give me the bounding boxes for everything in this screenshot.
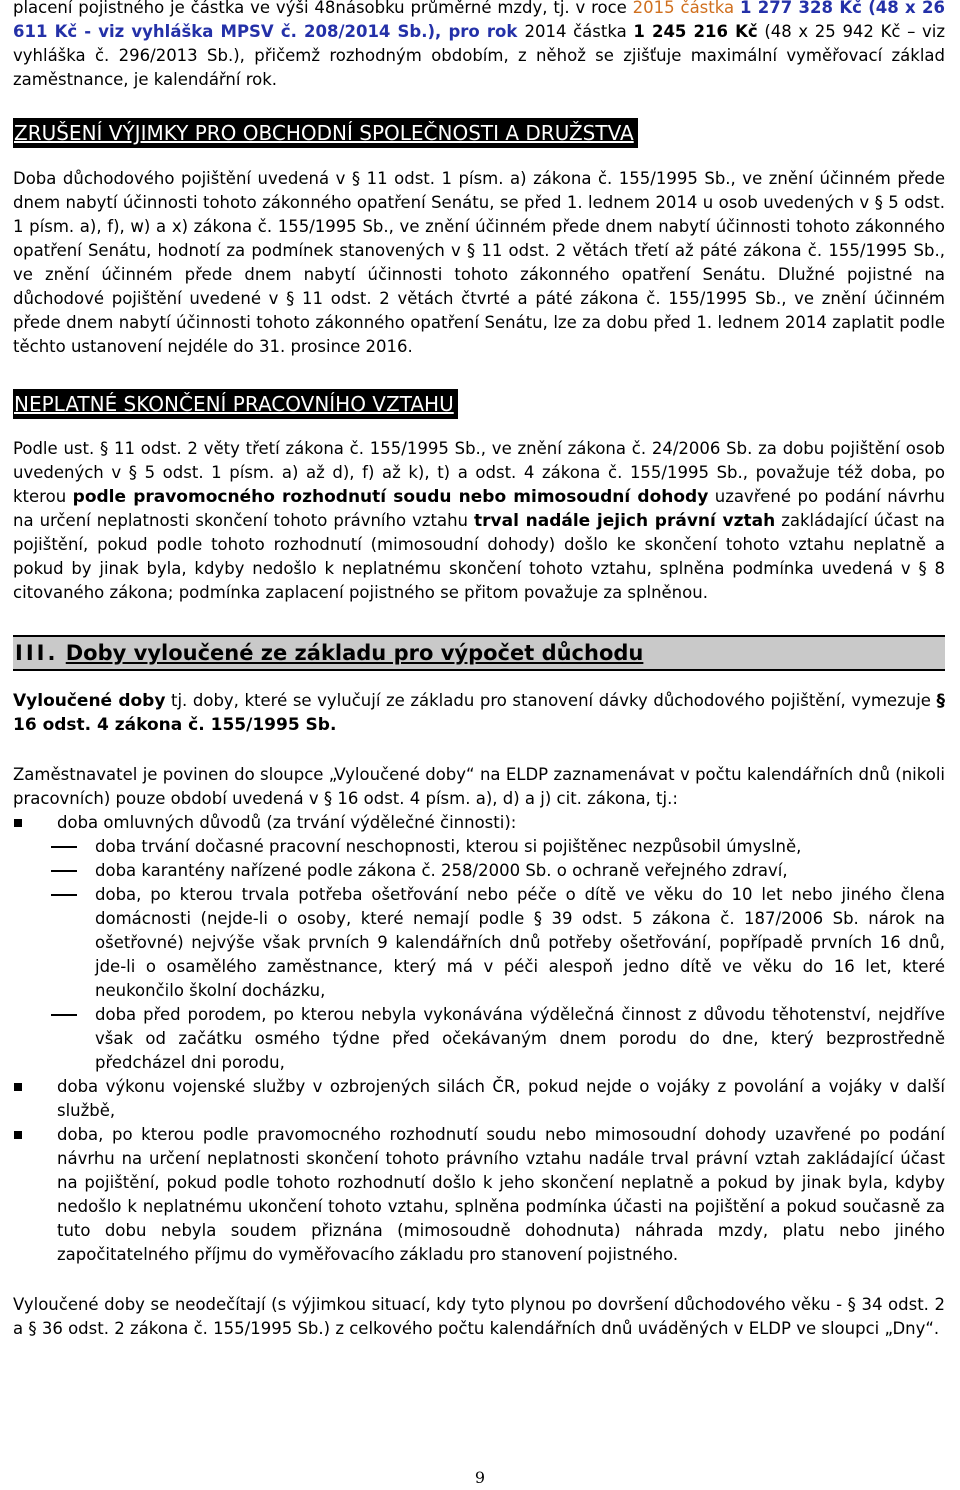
list-item-text: doba, po kterou podle pravomocného rozhodnutí soudu nebo mimosoudní dohody uzavřené po podání návrhu na určení neplatnosti skončení tohoto právního vztahu nadále trval právní vztah zakládající účast na pojištění, pokud podle tohoto rozhodnutí došlo k jeho skončení neplatně a pokud by jinak byla, kdyby nedošlo k neplatnému ukončení tohoto vztahu, splněna podmínka účasti na pojištění a pokud současně za tuto dobu nebyla soudem přiznána (mimosoudně dohodnuta) náhrada mzdy, platu nebo jiného započitatelného příjmu do vyměřovacího základu pro stanovení pojistného. xyxy=(57,1125,945,1264)
excluded-periods-list xyxy=(13,811,945,1267)
year-2015: 2015 xyxy=(632,0,675,17)
sub-item-text: doba, po kterou trvala potřeba ošetřování nebo péče o dítě ve věku do 10 let nebo jiného člena domácnosti (nejde-li o osoby, které nemají podle § 39 odst. 5 zákona č. 187/2006 Sb. nárok na ošetřovné) nejvýše však prvních 9 kalendářních dnů potřeby ošetřování, popřípadě prvních 16 dnů, jde-li o osamělého zaměstnance, který má v péči alespoň jedno dítě ve věku do 16 let, které neukončilo školní docházku, xyxy=(95,885,945,1000)
text-run: , pro rok xyxy=(435,22,525,41)
text-run: částka xyxy=(674,0,740,17)
section-title: Doby vyloučené ze základu pro výpočet důchodu xyxy=(65,641,644,665)
section-number: III. xyxy=(15,641,59,665)
heading-neplatne-skonceni: NEPLATNÉ SKONČENÍ PRACOVNÍHO VZTAHU xyxy=(13,389,458,419)
sub-list-item xyxy=(53,883,945,1003)
text-run: částka xyxy=(566,22,634,41)
dash-bullet-icon xyxy=(51,846,77,848)
emphasis-pravni-vztah: trval nadále jejich právní vztah xyxy=(474,511,776,531)
text-run: (48 x 25 942 Kč – viz vyhláška č. 296/2013 Sb.), přičemž rozhodným obdobím, z něhož se zjišťuje maximální vyměřovací základ zaměstnance, je kalendářní rok. xyxy=(13,22,945,89)
legal-reference: § 16 odst. 4 zákona č. 155/1995 Sb. xyxy=(13,691,945,735)
dash-bullet-icon xyxy=(51,894,77,896)
text-run: tj. doby, které se vylučují ze základu pro stanovení dávky důchodového pojištění, vymezuje xyxy=(165,691,937,710)
paragraph-vyloucene-definice xyxy=(13,689,945,737)
text-run: placení pojistného je částka ve výši 48násobku průměrné mzdy, tj. v roce xyxy=(13,0,633,17)
document-page xyxy=(13,0,945,1341)
text-run: zakládající účast na pojištění, pokud podle tohoto rozhodnutí (mimosoudní dohody) došlo ke skončení tohoto vztahu neplatně a pokud by jinak byla, kdyby nedošlo k neplatnému skončení tohoto vztahu, splněna podmínka uvedená v § 8 citovaného zákona; podmínka zaplacení pojistného se přitom považuje za splněnou. xyxy=(13,511,945,602)
square-bullet-icon xyxy=(14,1083,22,1091)
list-item-text: doba omluvných důvodů (za trvání výdělečné činnosti): xyxy=(57,813,517,832)
text-run: Podle ust. § 11 odst. 2 věty třetí zákona č. 155/1995 Sb., ve znění zákona č. 24/2006 Sb. za dobu pojištění osob uvedených v § 5 odst. 1 písm. a) až d), f) až k), t) a odst. 4 zákona č. 155/1995 Sb., považuje též doba, po kterou xyxy=(13,439,945,506)
sub-list xyxy=(53,835,945,1075)
sub-item-text: doba před porodem, po kterou nebyla vykonávána výdělečná činnost z důvodu těhotenství, nejdříve však od začátku osmého týdne před očekávaným dnem porodu do dne, který bezprostředně předcházel dni porodu, xyxy=(95,1005,945,1072)
sub-list-item xyxy=(53,835,945,859)
dash-bullet-icon xyxy=(51,1014,77,1016)
dash-bullet-icon xyxy=(51,870,77,872)
heading-zruseni-vyjimky: ZRUŠENÍ VÝJIMKY PRO OBCHODNÍ SPOLEČNOSTI A DRUŽSTVA xyxy=(13,118,638,148)
paragraph-neplatne xyxy=(13,437,945,605)
list-item-text: doba výkonu vojenské služby v ozbrojených silách ČR, pokud nejde o vojáky z povolání a vojáky v další službě, xyxy=(57,1077,945,1120)
term-vyloucene-doby: Vyloučené doby xyxy=(13,691,166,711)
sub-item-text: doba karantény nařízené podle zákona č. 258/2000 Sb. o ochraně veřejného zdraví, xyxy=(95,861,788,880)
sub-list-item xyxy=(53,1003,945,1075)
list-item xyxy=(13,1123,945,1267)
square-bullet-icon xyxy=(14,1131,22,1139)
amount-2014: 1 245 216 Kč xyxy=(633,22,758,41)
sub-list-item xyxy=(53,859,945,883)
emphasis-soud: podle pravomocného rozhodnutí soudu nebo mimosoudní dohody xyxy=(72,487,709,507)
paragraph-max-base xyxy=(13,0,945,92)
page-number: 9 xyxy=(474,1468,486,1487)
amount-2015: 1 277 328 Kč (48 x 26 611 Kč - viz vyhláška MPSV č. 208/2014 Sb.) xyxy=(13,0,945,41)
paragraph-zamestnavatel: Zaměstnavatel je povinen do sloupce „Vyloučené doby“ na ELDP zaznamenávat v počtu kalendářních dnů (nikoli pracovních) pouze období uvedená v § 16 odst. 4 písm. a), d) a j) cit. zákona, tj.: xyxy=(13,765,945,808)
square-bullet-icon xyxy=(14,819,22,827)
section-heading-iii xyxy=(13,635,945,671)
sub-item-text: doba trvání dočasné pracovní neschopnosti, kterou si pojištěnec nezpůsobil úmyslně, xyxy=(95,837,802,856)
list-item xyxy=(13,1075,945,1123)
text-run: uzavřené po podání návrhu na určení neplatnosti skončení tohoto právního vztahu xyxy=(13,487,945,530)
year-2014: 2014 xyxy=(524,22,567,41)
list-item xyxy=(13,811,945,1075)
paragraph-zruseni: Doba důchodového pojištění uvedená v § 11 odst. 1 písm. a) zákona č. 155/1995 Sb., ve znění účinném přede dnem nabytí účinnosti tohoto zákonného opatření Senátu, se před 1. lednem 2014 u osob uvedených v § 5 odst. 1 písm. a), f), w) a x) zákona č. 155/1995 Sb., ve znění účinném přede dnem nabytí účinnosti tohoto zákonného opatření Senátu, hodnotí za podmínek stanovených v § 11 odst. 2 větách třetí až páté zákona č. 155/1995 Sb., ve znění účinném přede dnem nabytí účinnosti tohoto zákonného opatření Senátu. Dlužné pojistné na důchodové pojištění uvedené v § 11 odst. 2 větách čtvrté a páté zákona č. 155/1995 Sb., ve znění účinném přede dnem nabytí účinnosti tohoto zákonného opatření Senátu, lze za dobu před 1. lednem 2014 zaplatit podle těchto ustanovení nejdéle do 31. prosince 2016. xyxy=(13,169,945,356)
paragraph-neodecitaji: Vyloučené doby se neodečítají (s výjimkou situací, kdy tyto plynou po dovršení důchodového věku - § 34 odst. 2 a § 36 odst. 2 zákona č. 155/1995 Sb.) z celkového počtu kalendářních dnů uváděných v ELDP ve sloupci „Dny“. xyxy=(13,1295,945,1338)
